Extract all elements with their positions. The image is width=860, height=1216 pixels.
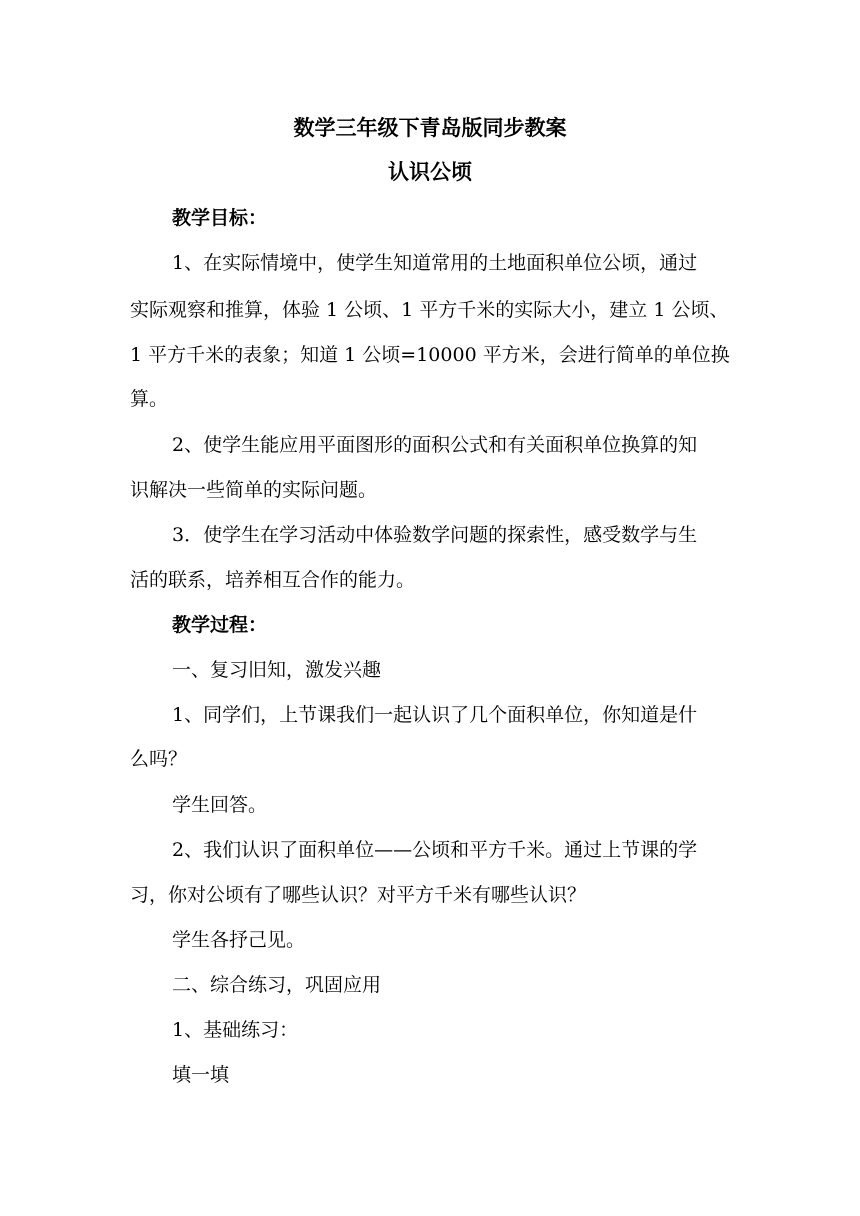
paragraph-line: 识解决一些简单的实际问题。 bbox=[130, 479, 378, 501]
paragraph-line: 学生回答。 bbox=[172, 794, 268, 816]
paragraph-line: 2、使学生能应用平面图形的面积公式和有关面积单位换算的知 bbox=[172, 434, 698, 456]
paragraph-line: 二、综合练习，巩固应用 bbox=[172, 974, 382, 996]
document-title: 数学三年级下青岛版同步教案 bbox=[293, 116, 567, 140]
paragraph-line: 实际观察和推算，体验 1 公顷、1 平方千米的实际大小，建立 1 公顷、 bbox=[130, 299, 729, 321]
lesson-title: 认识公顷 bbox=[388, 160, 472, 184]
paragraph-line: 学生各抒己见。 bbox=[172, 929, 306, 951]
section-heading-process: 教学过程： bbox=[172, 614, 268, 636]
paragraph-line: 习，你对公顷有了哪些认识？对平方千米有哪些认识？ bbox=[130, 884, 587, 906]
paragraph-line: 3．使学生在学习活动中体验数学问题的探索性，感受数学与生 bbox=[172, 524, 698, 546]
paragraph-line: 1、在实际情境中，使学生知道常用的土地面积单位公顷，通过 bbox=[172, 252, 698, 274]
paragraph-line: 一、复习旧知，激发兴趣 bbox=[172, 659, 382, 681]
paragraph-line: 1、同学们，上节课我们一起认识了几个面积单位，你知道是什 bbox=[172, 704, 698, 726]
paragraph-line: 1 平方千米的表象；知道 1 公顷=10000 平方米，会进行简单的单位换 bbox=[130, 344, 730, 366]
paragraph-line: 活的联系，培养相互合作的能力。 bbox=[130, 569, 416, 591]
paragraph-line: 算。 bbox=[130, 388, 169, 410]
paragraph-line: 填一填 bbox=[172, 1064, 230, 1086]
paragraph-line: 1、基础练习： bbox=[172, 1019, 299, 1041]
paragraph-line: 么吗？ bbox=[130, 748, 188, 770]
paragraph-line: 2、我们认识了面积单位——公顷和平方千米。通过上节课的学 bbox=[172, 839, 698, 861]
section-heading-goals: 教学目标： bbox=[172, 207, 268, 229]
